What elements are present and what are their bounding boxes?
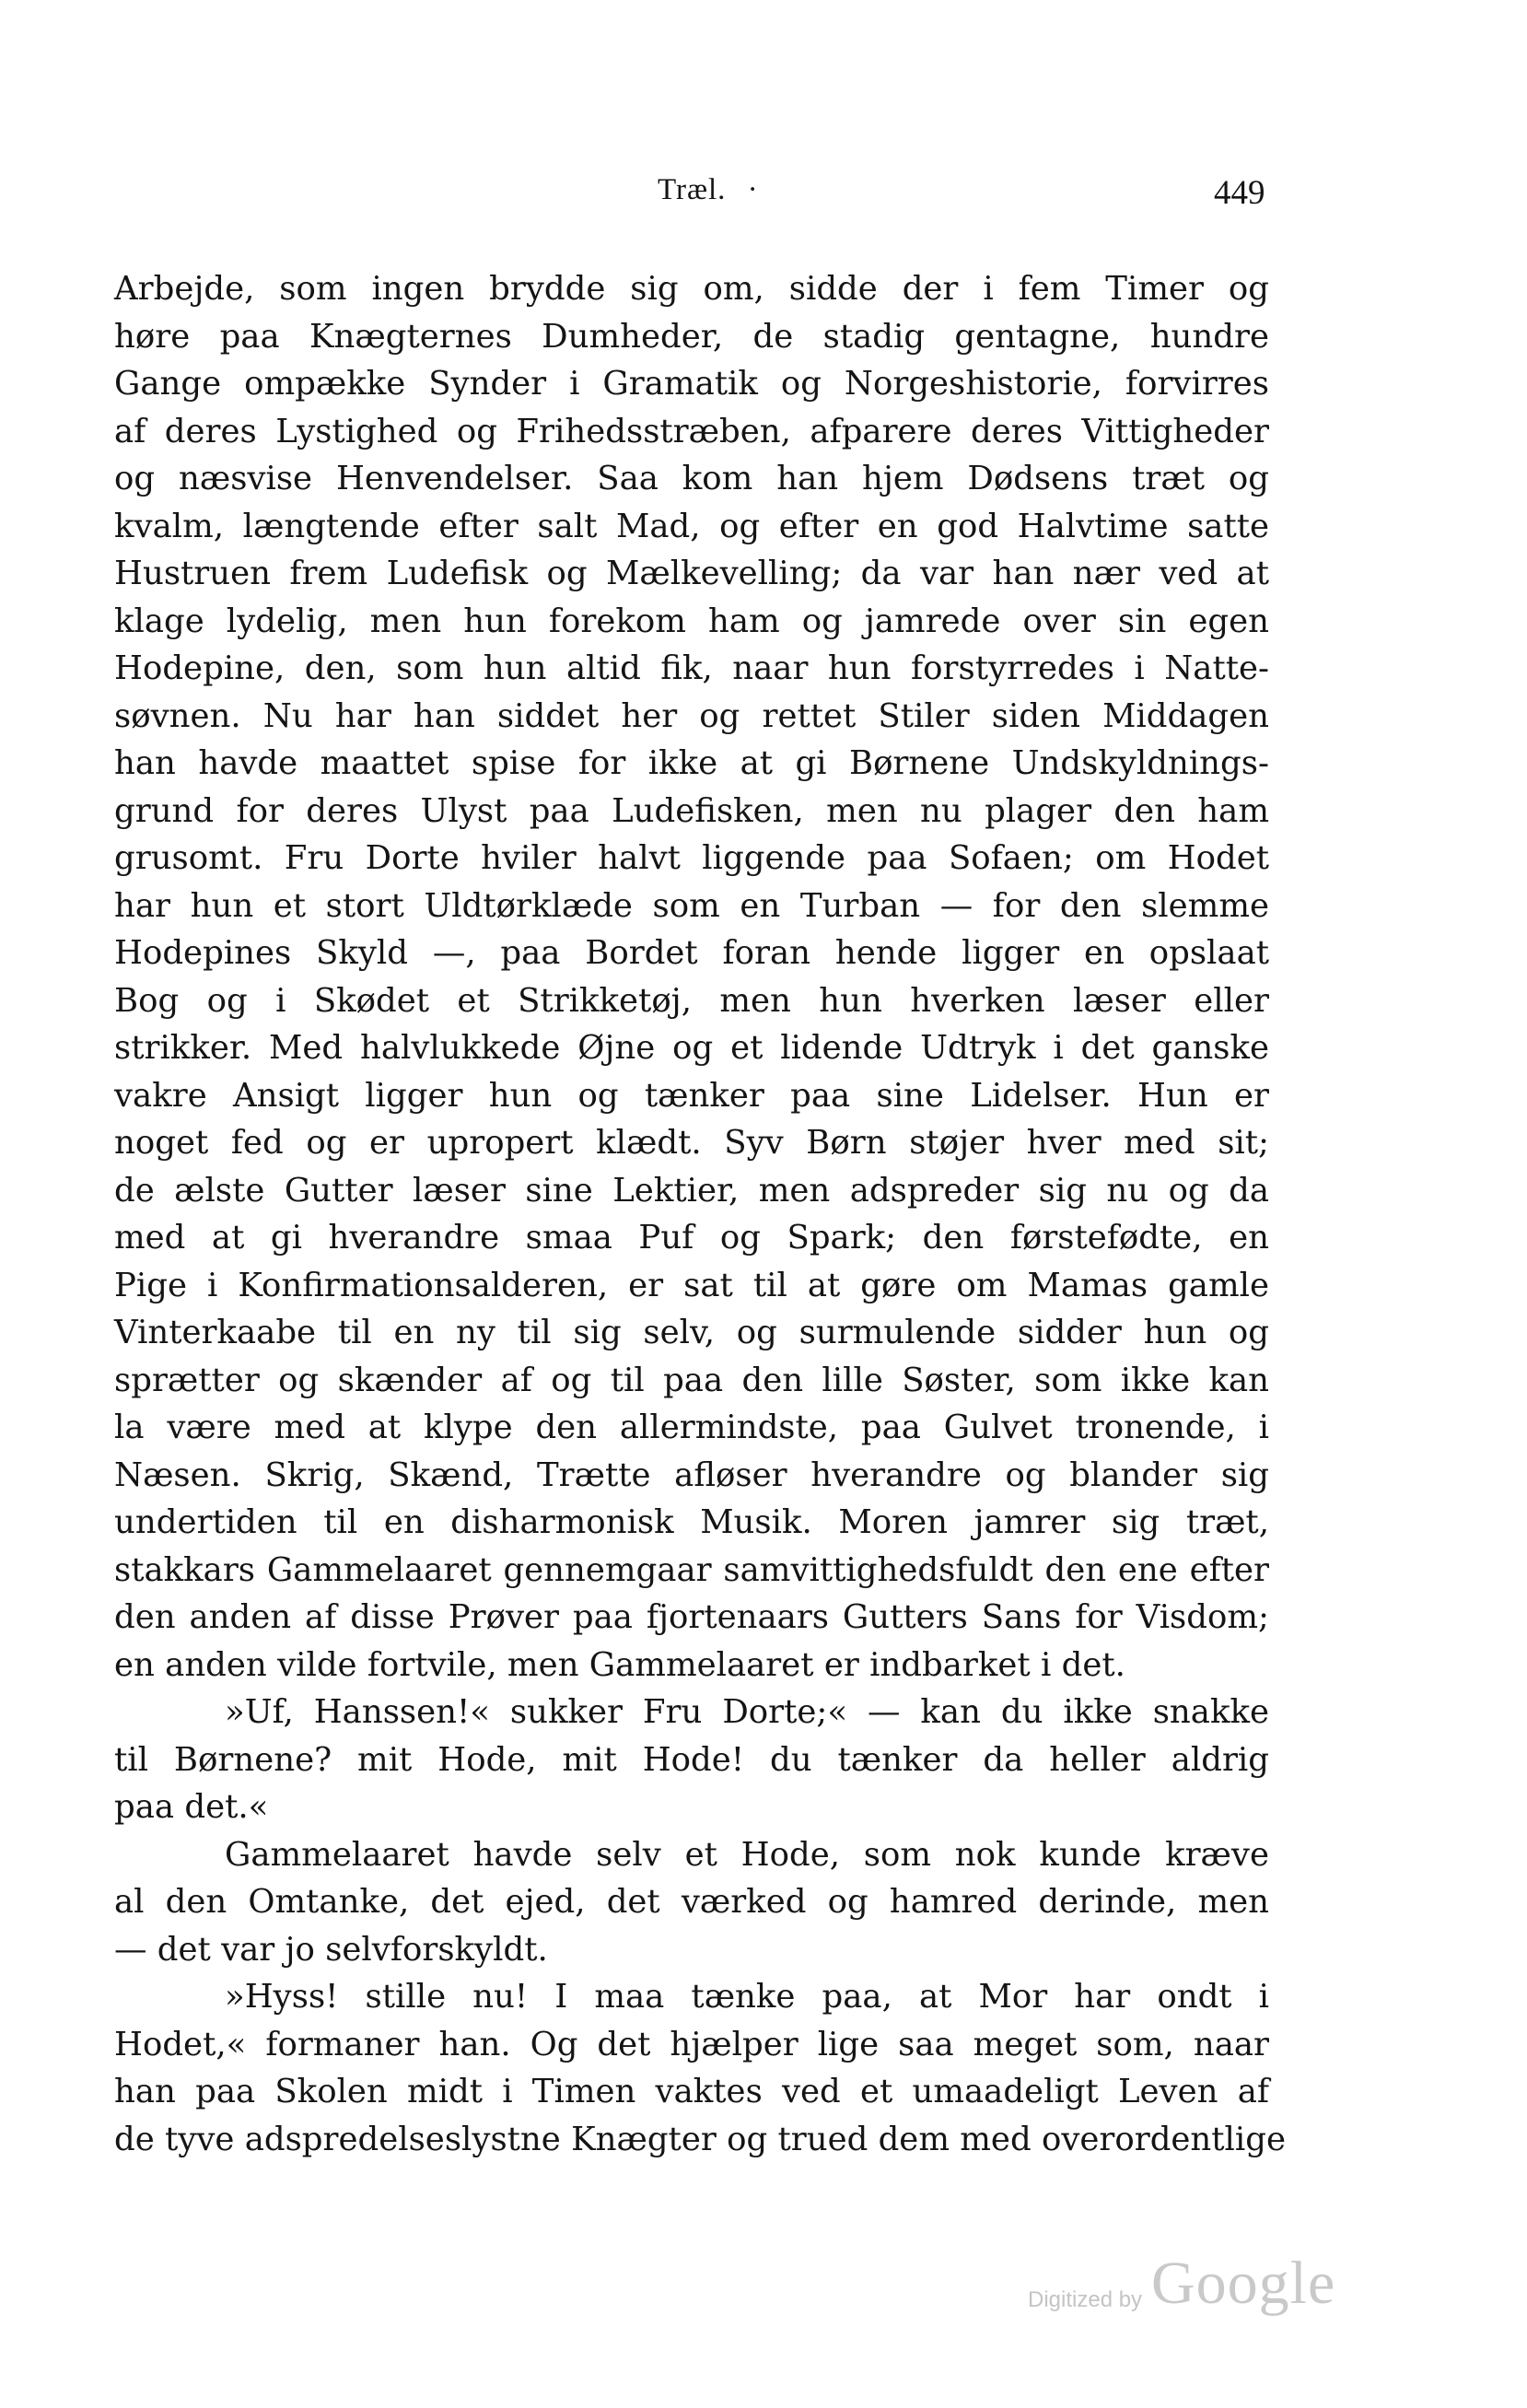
watermark-prefix: Digitized by <box>1028 2287 1143 2312</box>
text-line: han paa Skolen midt i Timen vaktes ved et umaadeligt Leven af <box>114 2073 1269 2110</box>
text-line: — det var jo selvforskyldt. <box>114 1930 548 1969</box>
text-line: med at gi hverandre smaa Puf og Spark; den førstefødte, en <box>114 1219 1269 1257</box>
text-line: Pige i Konfirmationsalderen, er sat til at gøre om Mamas gamle <box>114 1266 1269 1304</box>
text-line: paa det.« <box>114 1788 269 1826</box>
text-line: klage lydelig, men hun forekom ham og jamrede over sin egen <box>114 602 1269 640</box>
text-line: søvnen. Nu har han siddet her og rettet Stiler siden Middagen <box>114 696 1269 735</box>
text-line: de ælste Gutter læser sine Lektier, men adspreder sig nu og da <box>114 1171 1269 1210</box>
text-line: Gange ompække Synder i Gramatik og Norgeshistorie, forvirres <box>114 365 1269 403</box>
text-line: Gammelaaret havde selv et Hode, som nok kunde kræve <box>225 1835 1269 1874</box>
text-line: al den Omtanke, det ejed, det værked og hamred derinde, men <box>114 1883 1269 1921</box>
text-line: »Uf, Hanssen!« sukker Fru Dorte;« — kan du ikke snakke <box>225 1693 1269 1731</box>
text-line: stakkars Gammelaaret gennemgaar samvittighedsfuldt den ene efter <box>114 1550 1269 1589</box>
text-line: vakre Ansigt ligger hun og tænker paa sine Lidelser. Hun er <box>114 1076 1269 1115</box>
chapter-title: Træl. <box>658 173 727 206</box>
text-line: og næsvise Henvendelser. Saa kom han hjem Dødsens træt og <box>114 460 1269 497</box>
text-line: den anden af disse Prøver paa fjortenaars Gutters Sans for Visdom; <box>114 1598 1269 1636</box>
page-number: 449 <box>1214 174 1265 212</box>
body-text <box>114 265 1287 2163</box>
header-separator: · <box>747 173 759 206</box>
running-header <box>0 173 1527 219</box>
text-line: af deres Lystighed og Frihedsstræben, afparere deres Vittigheder <box>114 412 1269 450</box>
text-line: grusomt. Fru Dorte hviler halvt liggende paa Sofaen; om Hodet <box>114 839 1269 877</box>
text-line: »Hyss! stille nu! I maa tænke paa, at Mor har ondt i <box>225 1978 1269 2016</box>
text-line: til Børnene? mit Hode, mit Hode! du tænker da heller aldrig <box>114 1740 1269 1779</box>
text-line: Hodepines Skyld —, paa Bordet foran hende ligger en opslaat <box>114 934 1269 972</box>
text-line: kvalm, længtende efter salt Mad, og efter en god Halvtime satte <box>114 507 1269 545</box>
text-line: Hodet,« formaner han. Og det hjælper lige saa meget som, naar <box>114 2025 1269 2063</box>
running-title <box>658 173 759 207</box>
text-line: de tyve adspredelseslystne Knægter og trued dem med overordentlige <box>114 2120 1287 2158</box>
text-line: har hun et stort Uldtørklæde som en Turban — for den slemme <box>114 886 1269 925</box>
text-line: Hodepine, den, som hun altid fik, naar hun forstyrredes i Natte- <box>114 649 1269 687</box>
text-line: Næsen. Skrig, Skænd, Trætte afløser hverandre og blander sig <box>114 1455 1269 1494</box>
text-line: han havde maattet spise for ikke at gi Børnene Undskyldnings- <box>114 744 1269 782</box>
digitized-watermark <box>1028 2243 1341 2326</box>
text-line: sprætter og skænder af og til paa den lille Søster, som ikke kan <box>114 1361 1269 1399</box>
text-line: Vinterkaabe til en ny til sig selv, og surmulende sidder hun og <box>114 1314 1269 1351</box>
text-line: Bog og i Skødet et Strikketøj, men hun hverken læser eller <box>114 981 1269 1020</box>
text-line: strikker. Med halvlukkede Øjne og et lidende Udtryk i det ganske <box>114 1029 1269 1067</box>
text-line: Hustruen frem Ludefisk og Mælkevelling; da var han nær ved at <box>114 555 1269 592</box>
text-line: undertiden til en disharmonisk Musik. Moren jamrer sig træt, <box>114 1503 1269 1541</box>
text-line: en anden vilde fortvile, men Gammelaaret er indbarket i det. <box>114 1645 1125 1684</box>
google-logo: Google <box>1151 2250 1336 2317</box>
text-line: noget fed og er upropert klædt. Syv Børn støjer hver med sit; <box>114 1124 1269 1162</box>
text-line: grund for deres Ulyst paa Ludefisken, men nu plager den ham <box>114 791 1269 830</box>
text-line: la være med at klype den allermindste, paa Gulvet tronende, i <box>114 1409 1269 1446</box>
text-line: Arbejde, som ingen brydde sig om, sidde der i fem Timer og <box>114 270 1269 308</box>
text-line: høre paa Knægternes Dumheder, de stadig gentagne, hundre <box>114 317 1269 356</box>
